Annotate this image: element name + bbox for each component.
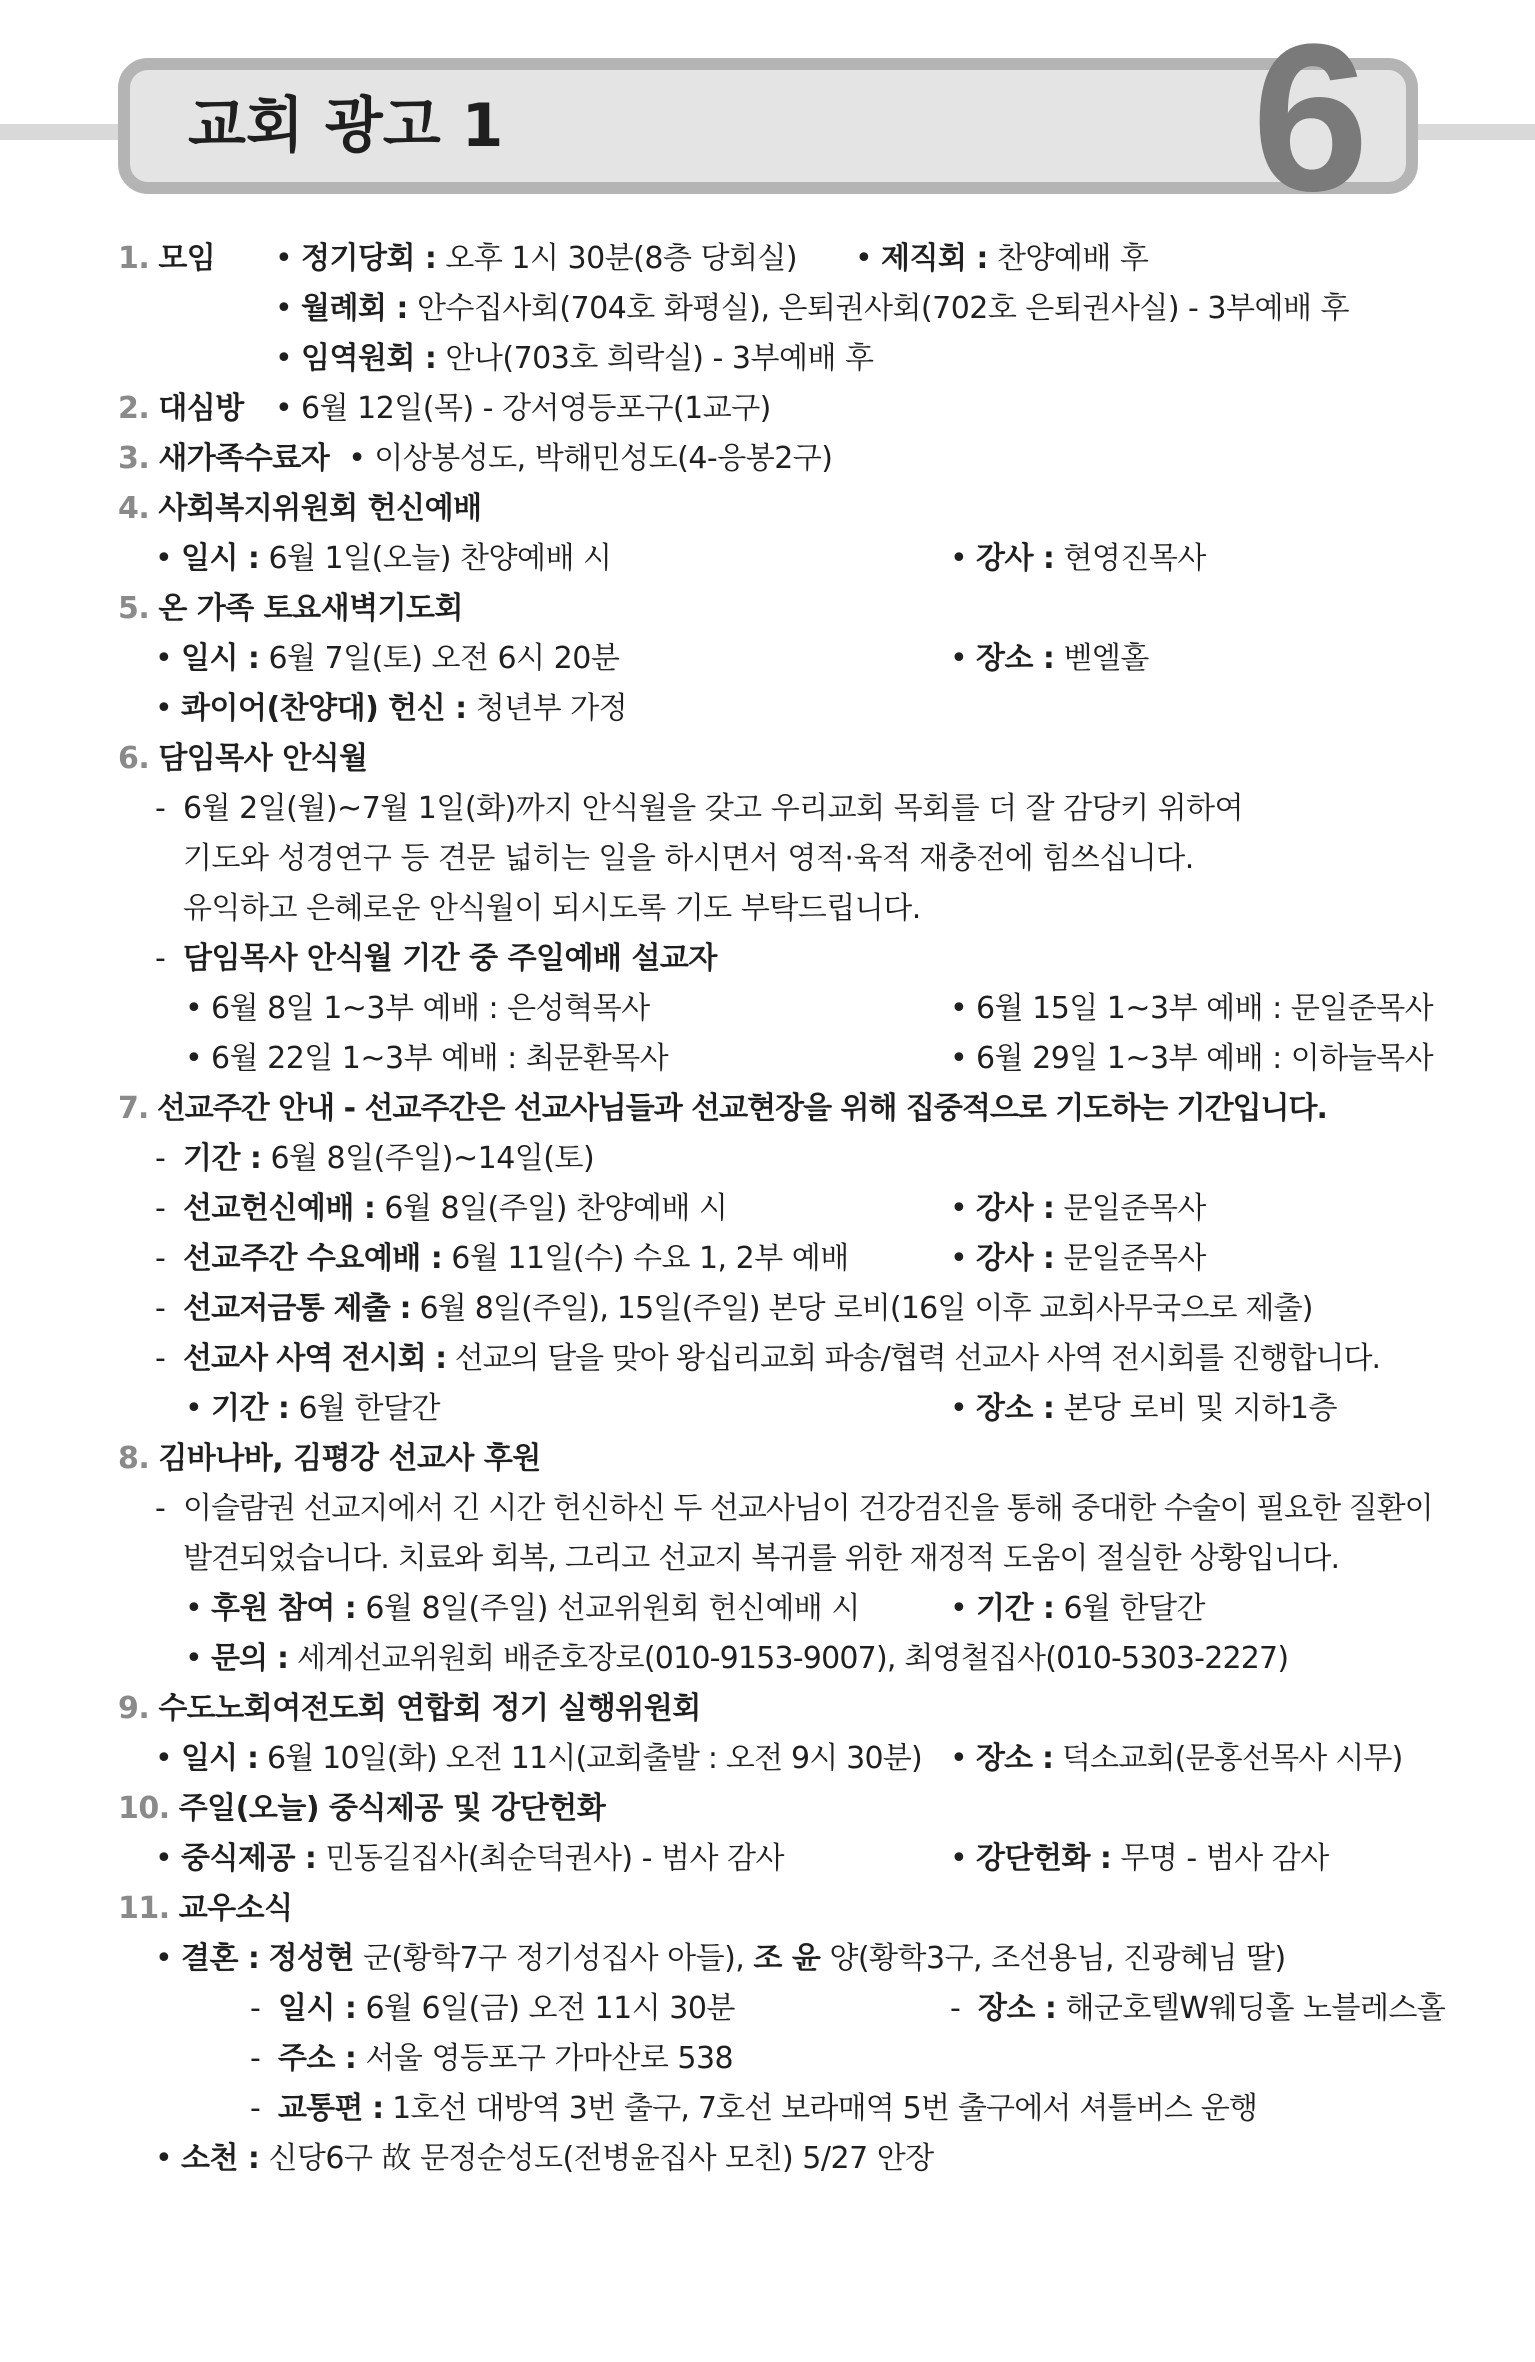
bullet: • (155, 691, 173, 726)
item-label: 장소 : (976, 1391, 1055, 1426)
section-9-heading (118, 1686, 701, 1732)
item-period (950, 1586, 1205, 1632)
preacher-item (185, 1036, 668, 1082)
item-exhibition (155, 1336, 1380, 1382)
item-text: 6월 11일(수) 수요 1, 2부 예배 (451, 1241, 849, 1276)
item-text: 6월 8일(주일) 선교위원회 헌신예배 시 (365, 1591, 860, 1626)
item-text: 6월 8일 1~3부 예배 : 은성혁목사 (211, 991, 650, 1026)
item-speaker (950, 536, 1206, 582)
paragraph-line: 유익하고 은혜로운 안식월이 되시도록 기도 부탁드립니다. (183, 891, 921, 926)
item-text: 신당6구 故 문정순성도(전병윤집사 모친) 5/27 안장 (268, 2141, 934, 2176)
item-label: 일시 : (181, 1741, 259, 1776)
item-visitation (275, 386, 771, 432)
item-speaker (950, 1236, 1206, 1282)
item-label: 일시 : (278, 1991, 357, 2026)
item-text: 6월 7일(토) 오전 6시 20분 (268, 641, 620, 676)
dash: - (155, 1491, 165, 1526)
section-title: 대심방 (158, 391, 244, 426)
item-text: 본당 로비 및 지하1층 (1063, 1391, 1337, 1426)
item-exhibition-period (185, 1386, 440, 1432)
item-text: 문일준목사 (1063, 1191, 1206, 1226)
bullet: • (155, 1941, 173, 1976)
section-8-heading (118, 1436, 541, 1482)
section-number: 6. (118, 741, 150, 776)
item-regular-session (275, 236, 797, 282)
item-text: 6월 8일(주일) 찬양예배 시 (384, 1191, 728, 1226)
item-label: 선교사 사역 전시회 : (183, 1341, 447, 1376)
section-title: 주일(오늘) 중식제공 및 강단헌화 (178, 1791, 606, 1826)
bullet: • (155, 2141, 173, 2176)
item-choir (155, 686, 627, 732)
section-4-heading (118, 486, 482, 532)
item-date (155, 1736, 922, 1782)
item-label: 소천 : (181, 2141, 260, 2176)
section-number: 2. (118, 391, 150, 426)
item-text: 6월 2일(월)~7월 1일(화)까지 안식월을 갖고 우리교회 목회를 더 잘 감당키 위하여 (183, 791, 1244, 826)
item-label: 일시 : (181, 641, 260, 676)
section-3-heading (118, 436, 833, 482)
item-label: 월례회 : (301, 291, 408, 326)
section-11-heading (118, 1886, 293, 1932)
item-label: 강단헌화 : (976, 1841, 1112, 1876)
subheading (155, 936, 717, 982)
section-title: 온 가족 토요새벽기도회 (158, 591, 464, 626)
section-number: 1. (118, 241, 150, 276)
bullet: • (155, 641, 173, 676)
section-number: 9. (118, 1691, 150, 1726)
item-passing (155, 2136, 934, 2182)
section-title: 사회복지위원회 헌신예배 (158, 491, 482, 526)
paragraph-line (155, 786, 1243, 832)
paragraph-line: 기도와 성경연구 등 견문 넓히는 일을 하시면서 영적·육적 재충전에 힘쓰십니다. (183, 841, 1194, 876)
item-text: 세계선교위원회 배준호장로(010-9153-9007), 최영철집사(010-5303-2227) (296, 1641, 1289, 1676)
item-text: 6월 22일 1~3부 예배 : 최문환목사 (211, 1041, 669, 1076)
bullet: • (950, 991, 968, 1026)
groom-name: 정성현 (268, 1941, 354, 1976)
bullet: • (950, 1041, 968, 1076)
page-number: 6 (1252, 0, 1369, 235)
wedding-date (250, 1986, 735, 2032)
item-wednesday-service (155, 1236, 849, 1282)
bullet: • (155, 1841, 173, 1876)
item-date (155, 636, 619, 682)
item-mission-bank (155, 1286, 1313, 1332)
dash: - (155, 1191, 166, 1226)
item-officers-meeting (275, 336, 873, 382)
item-label: 결혼 : (181, 1941, 260, 1976)
item-label: 임역원회 : (301, 341, 437, 376)
item-monthly-meeting (275, 286, 1349, 332)
dash: - (950, 1991, 961, 2026)
section-1-heading (118, 236, 215, 282)
bullet: • (855, 241, 873, 276)
section-title: 선교주간 안내 - 선교주간은 선교사님들과 선교현장을 위해 집중적으로 기도하는 기간입니다. (156, 1091, 1327, 1126)
bullet: • (185, 1591, 203, 1626)
bullet: • (275, 341, 293, 376)
item-date (155, 536, 611, 582)
item-speaker (950, 1186, 1206, 1232)
item-place (950, 636, 1149, 682)
item-text: 6월 15일 1~3부 예배 : 문일준목사 (976, 991, 1434, 1026)
paragraph-line (155, 1486, 1433, 1532)
preacher-item (950, 986, 1433, 1032)
bullet: • (185, 1641, 202, 1676)
section-number: 8. (118, 1441, 150, 1476)
item-label: 선교주간 수요예배 : (183, 1241, 443, 1276)
item-text: 안나(703호 희락실) - 3부예배 후 (445, 341, 874, 376)
page-title: 교회 광고 1 (188, 91, 504, 161)
wedding-transport (250, 2086, 1257, 2132)
bullet: • (950, 1841, 968, 1876)
section-title: 담임목사 안식월 (158, 741, 368, 776)
section-number: 11. (118, 1891, 170, 1926)
dash: - (250, 2041, 261, 2076)
item-label: 교통편 : (278, 2091, 384, 2126)
section-5-heading (118, 586, 463, 632)
item-label: 장소 : (976, 641, 1055, 676)
section-10-heading (118, 1786, 605, 1832)
item-text: 6월 8일(주일)~14일(토) (270, 1141, 595, 1176)
item-text: 덕소교회(문홍선목사 시무) (1061, 1741, 1403, 1776)
dash: - (250, 2091, 261, 2126)
item-text: 문일준목사 (1063, 1241, 1206, 1276)
item-label: 정기당회 : (301, 241, 437, 276)
item-text: 6월 29일 1~3부 예배 : 이하늘목사 (976, 1041, 1434, 1076)
section-title: 수도노회여전도회 연합회 정기 실행위원회 (158, 1691, 701, 1726)
preacher-item (950, 1036, 1433, 1082)
item-text: 선교의 달을 맞아 왕십리교회 파송/협력 선교사 사역 전시회를 진행합니다. (454, 1341, 1381, 1376)
bullet: • (275, 241, 293, 276)
section-title: 새가족수료자 (158, 441, 330, 476)
item-label: 제직회 : (881, 241, 988, 276)
item-text: 민동길집사(최순덕권사) - 범사 감사 (325, 1841, 784, 1876)
bride-info: 양(황학3구, 조선용님, 진광혜님 딸) (829, 1941, 1286, 1976)
item-text: 6월 10일(화) 오전 11시(교회출발 : 오전 9시 30분) (266, 1741, 922, 1776)
dash: - (155, 941, 166, 976)
item-contact (185, 1636, 1288, 1682)
item-deacons-meeting (855, 236, 1148, 282)
item-flowers (950, 1836, 1329, 1882)
bullet: • (950, 1591, 968, 1626)
item-text: 6월 한달간 (298, 1391, 440, 1426)
bullet: • (950, 1391, 968, 1426)
bullet: • (950, 641, 968, 676)
section-title: 김바나바, 김평강 선교사 후원 (158, 1441, 541, 1476)
item-label: 기간 : (976, 1591, 1055, 1626)
section-number: 3. (118, 441, 150, 476)
item-text: 무명 - 범사 감사 (1120, 1841, 1329, 1876)
section-number: 4. (118, 491, 150, 526)
item-label: 기간 : (183, 1141, 262, 1176)
item-label: 문의 : (211, 1641, 289, 1676)
item-period (155, 1136, 594, 1182)
section-7-heading (118, 1086, 1327, 1132)
item-text: 6월 1일(오늘) 찬양예배 시 (268, 541, 612, 576)
dash: - (155, 1241, 166, 1276)
item-label: 일시 : (181, 541, 260, 576)
item-label: 장소 : (976, 1741, 1054, 1776)
bride-name: 조 윤 (753, 1941, 821, 1976)
item-text: 6월 8일(주일), 15일(주일) 본당 로비(16일 이후 교회사무국으로 제출) (419, 1291, 1313, 1326)
item-text: 청년부 가정 (475, 691, 628, 726)
dash: - (155, 1341, 165, 1376)
item-text: 현영진목사 (1063, 541, 1206, 576)
section-number: 5. (118, 591, 150, 626)
item-lunch (155, 1836, 784, 1882)
item-text: 6월 6일(금) 오전 11시 30분 (365, 1991, 735, 2026)
item-text: 찬양예배 후 (996, 241, 1149, 276)
bullet: • (155, 1741, 172, 1776)
item-place (950, 1736, 1402, 1782)
bullet: • (950, 1241, 968, 1276)
bullet: • (950, 1741, 967, 1776)
wedding-place (950, 1986, 1445, 2032)
item-dedication (155, 1186, 727, 1232)
item-label: 담임목사 안식월 기간 중 주일예배 설교자 (183, 941, 717, 976)
item-label: 강사 : (976, 541, 1055, 576)
bullet: • (950, 1191, 968, 1226)
item-label: 기간 : (211, 1391, 290, 1426)
item-label: 선교헌신예배 : (183, 1191, 376, 1226)
item-support (185, 1586, 860, 1632)
item-text: 1호선 대방역 3번 출구, 7호선 보라매역 5번 출구에서 셔틀버스 운행 (392, 2091, 1258, 2126)
preacher-item (185, 986, 650, 1032)
item-text: 안수집사회(704호 화평실), 은퇴권사회(702호 은퇴권사실) - 3부예배 후 (416, 291, 1349, 326)
item-text: 6월 12일(목) - 강서영등포구(1교구) (301, 391, 771, 426)
item-text: 해군호텔W웨딩홀 노블레스홀 (1065, 1991, 1446, 2026)
item-label: 중식제공 : (181, 1841, 317, 1876)
dash: - (155, 1291, 166, 1326)
item-text: 오후 1시 30분(8층 당회실) (445, 241, 798, 276)
dash: - (155, 791, 166, 826)
item-exhibition-place (950, 1386, 1337, 1432)
groom-info: 군(황학7구 정기성집사 아들), (362, 1941, 745, 1976)
item-label: 강사 : (976, 1241, 1055, 1276)
item-text: 이슬람권 선교지에서 긴 시간 헌신하신 두 선교사님이 건강검진을 통해 중대한 수술이 필요한 질환이 (183, 1491, 1433, 1526)
bullet: • (185, 991, 203, 1026)
item-text: 서울 영등포구 가마산로 538 (365, 2041, 734, 2076)
section-number: 7. (118, 1091, 149, 1126)
section-title: 교우소식 (178, 1891, 293, 1926)
item-text: 이상봉성도, 박해민성도(4-응봉2구) (374, 441, 833, 476)
dash: - (155, 1141, 166, 1176)
section-number: 10. (118, 1791, 170, 1826)
bullet: • (155, 541, 173, 576)
section-2-heading (118, 386, 244, 432)
bullet: • (275, 391, 293, 426)
item-label: 장소 : (978, 1991, 1057, 2026)
bullet: • (185, 1041, 203, 1076)
item-text: 6월 한달간 (1063, 1591, 1205, 1626)
item-label: 선교저금통 제출 : (183, 1291, 411, 1326)
paragraph-line: 발견되었습니다. 치료와 회복, 그리고 선교지 복귀를 위한 재정적 도움이 절실한 상황입니다. (183, 1541, 1340, 1576)
dash: - (250, 1991, 261, 2026)
bullet: • (185, 1391, 203, 1426)
bullet: • (348, 441, 366, 476)
wedding-address (250, 2036, 733, 2082)
item-wedding (155, 1936, 1286, 1982)
item-text: 벧엘홀 (1063, 641, 1149, 676)
item-label: 후원 참여 : (211, 1591, 357, 1626)
section-6-heading (118, 736, 368, 782)
item-label: 콰이어(찬양대) 헌신 : (181, 691, 467, 726)
item-label: 강사 : (976, 1191, 1055, 1226)
section-title: 모임 (158, 241, 216, 276)
bullet: • (950, 541, 968, 576)
bullet: • (275, 291, 293, 326)
item-label: 주소 : (278, 2041, 357, 2076)
